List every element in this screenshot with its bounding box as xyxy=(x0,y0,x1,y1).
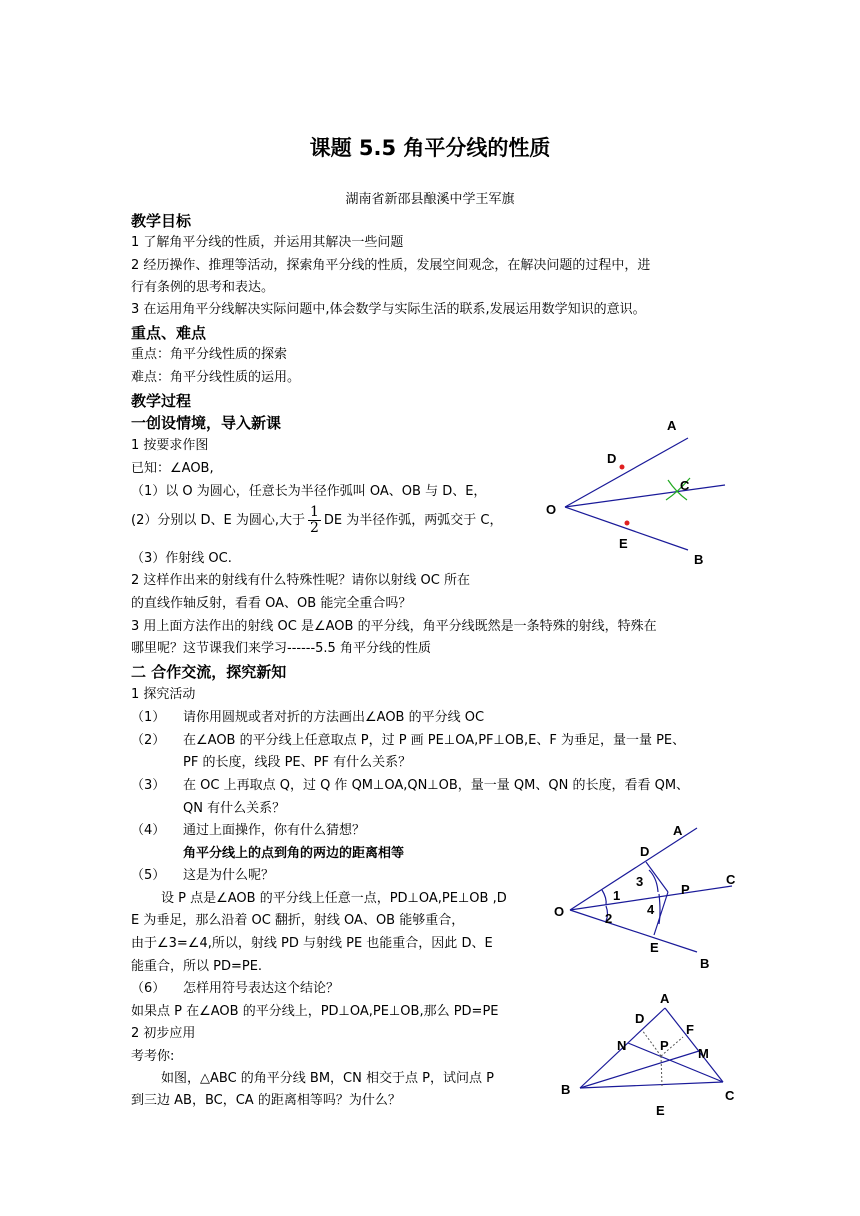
ray-ob xyxy=(570,910,697,952)
step6-text: 怎样用符号表达这个结论？ xyxy=(183,981,340,996)
part1-line4 xyxy=(131,505,502,536)
label-b: B xyxy=(694,552,704,567)
process-heading: 教学过程 xyxy=(131,392,192,410)
step2-text-line2: PF 的长度，线段 PE、PF 有什么关系？ xyxy=(183,755,412,770)
proof-line4: 能重合，所以 PD=PE. xyxy=(131,959,263,974)
figure1-lines xyxy=(565,438,725,550)
segment-pe xyxy=(661,1056,662,1086)
step5-text: 这是为什么呢？ xyxy=(183,868,275,883)
label-d: D xyxy=(640,844,650,859)
label-3: 3 xyxy=(636,874,644,889)
label-e: E xyxy=(650,940,659,955)
part2-heading: 二 合作交流，探究新知 xyxy=(131,663,287,681)
label-b: B xyxy=(561,1082,571,1097)
label-a: A xyxy=(667,418,677,433)
proof-line2: E 为垂足，那么沿着 OC 翻折，射线 OA、OB 能够重合， xyxy=(131,913,465,928)
angle-arc-3 xyxy=(649,870,658,892)
part1-line2: 已知：∠AOB, xyxy=(131,461,214,476)
fraction-one-half xyxy=(308,505,321,536)
page-title: 课题 5.5 角平分线的性质 xyxy=(309,136,551,160)
label-c: C xyxy=(726,872,736,887)
label-d: D xyxy=(635,1011,645,1026)
construction-step-2-suffix: DE 为半径作弧，两弧交于 C， xyxy=(323,513,503,528)
angle-arc-1 xyxy=(602,890,606,905)
step6-answer: 如果点 P 在∠AOB 的平分线上，PD⊥OA,PE⊥OB,那么 PD=PE xyxy=(131,1004,499,1019)
fraction-numerator: 1 xyxy=(309,504,319,520)
label-n: N xyxy=(617,1038,627,1053)
label-f: F xyxy=(686,1022,694,1037)
ray-oc xyxy=(565,485,725,507)
goal-item-3: 3 在运用角平分线解决实际问题中,体会数学与实际生活的联系,发展运用数学知识的意识。 xyxy=(131,302,646,317)
figure-triangle xyxy=(555,988,745,1123)
proof-line1: 设 P 点是∠AOB 的平分线上任意一点，PD⊥OA,PE⊥OB ,D xyxy=(161,891,507,906)
step3-text-line1: 在 OC 上再取点 Q，过 Q 作 QM⊥OA,QN⊥OB，量一量 QM、QN 的长度，看看 QM、 xyxy=(183,778,690,793)
label-p: P xyxy=(681,882,690,897)
part2-line3: 考考你: xyxy=(131,1049,175,1064)
label-4: 4 xyxy=(647,902,655,917)
goal-item-2-line1: 2 经历操作、推理等活动，探索角平分线的性质，发展空间观念，在解决问题的过程中，进 xyxy=(131,258,651,273)
bisector-bm xyxy=(580,1051,699,1088)
part1-line5: （3）作射线 OC. xyxy=(131,551,232,566)
construction-step-2-prefix: (2）分别以 D、E 为圆心,大于 xyxy=(131,513,305,528)
step2-number: （2） xyxy=(131,733,166,748)
ray-oa xyxy=(565,438,688,507)
figure2-lines xyxy=(570,828,732,952)
part1-line1: 1 按要求作图 xyxy=(131,438,209,453)
conjecture: 角平分线上的点到角的两边的距离相等 xyxy=(183,846,405,861)
goal-item-1: 1 了解角平分线的性质，并运用其解决一些问题 xyxy=(131,235,404,250)
author-line: 湖南省新邵县酿溪中学王军旗 xyxy=(345,192,515,207)
label-e: E xyxy=(619,536,628,551)
proof-line3: 由于∠3=∠4,所以，射线 PD 与射线 PE 也能重合，因此 D、E xyxy=(131,936,493,951)
part2-line2: 2 初步应用 xyxy=(131,1026,196,1041)
part1-line6b: 的直线作轴反射，看看 OA、OB 能完全重合吗？ xyxy=(131,596,412,611)
step4-text: 通过上面操作，你有什么猜想？ xyxy=(183,823,366,838)
label-b: B xyxy=(700,956,710,971)
part1-line7a: 3 用上面方法作出的射线 OC 是∠AOB 的平分线，角平分线既然是一条特殊的射线，特殊在 xyxy=(131,619,657,634)
figure-construction xyxy=(530,410,740,575)
step6-number: （6） xyxy=(131,981,166,996)
label-2: 2 xyxy=(605,911,613,926)
goal-item-2-line2: 行有条例的思考和表达。 xyxy=(131,280,275,295)
step1-text: 请你用圆规或者对折的方法画出∠AOB 的平分线 OC xyxy=(183,710,485,725)
part1-line6a: 2 这样作出来的射线有什么特殊性呢？请你以射线 OC 所在 xyxy=(131,573,470,588)
question-line1: 如图，△ABC 的角平分线 BM，CN 相交于点 P，试问点 P xyxy=(161,1071,494,1086)
part1-line3: （1）以 O 为圆心，任意长为半径作弧叫 OA、OB 与 D、E， xyxy=(131,484,487,499)
side-bc xyxy=(580,1082,723,1088)
segment-pe xyxy=(654,892,668,935)
figure-bisector-property xyxy=(550,820,750,975)
ray-oa xyxy=(570,828,697,910)
label-c: C xyxy=(725,1088,735,1103)
point-e xyxy=(625,521,630,526)
label-o: O xyxy=(546,502,557,517)
key-points-heading: 重点、难点 xyxy=(131,324,207,342)
step4-number: （4） xyxy=(131,823,166,838)
label-e: E xyxy=(656,1103,665,1118)
angle-arc-4 xyxy=(659,894,660,924)
point-d xyxy=(620,465,625,470)
label-o: O xyxy=(554,904,565,919)
label-a: A xyxy=(660,991,670,1006)
label-d: D xyxy=(607,451,617,466)
label-m: M xyxy=(698,1046,709,1061)
part1-line7b: 哪里呢？这节课我们来学习------5.5 角平分线的性质 xyxy=(131,641,431,656)
key-point: 重点：角平分线性质的探索 xyxy=(131,347,288,362)
fraction-denominator: 2 xyxy=(309,520,319,536)
step5-number: （5） xyxy=(131,868,166,883)
step3-text-line2: QN 有什么关系？ xyxy=(183,801,286,816)
question-line2: 到三边 AB，BC，CA 的距离相等吗？为什么？ xyxy=(131,1093,401,1108)
label-1: 1 xyxy=(613,888,621,903)
step3-number: （3） xyxy=(131,778,166,793)
step1-number: （1） xyxy=(131,710,166,725)
label-p: P xyxy=(660,1038,669,1053)
part1-heading: 一创设情境，导入新课 xyxy=(131,414,282,432)
label-c: C xyxy=(680,478,690,493)
goals-heading: 教学目标 xyxy=(131,212,192,230)
step2-text-line1: 在∠AOB 的平分线上任意取点 P，过 P 画 PE⊥OA,PF⊥OB,E、F 为垂足，量一量 PE、 xyxy=(183,733,686,748)
difficulty: 难点：角平分线性质的运用。 xyxy=(131,370,301,385)
part2-line1: 1 探究活动 xyxy=(131,687,196,702)
label-a: A xyxy=(673,823,683,838)
